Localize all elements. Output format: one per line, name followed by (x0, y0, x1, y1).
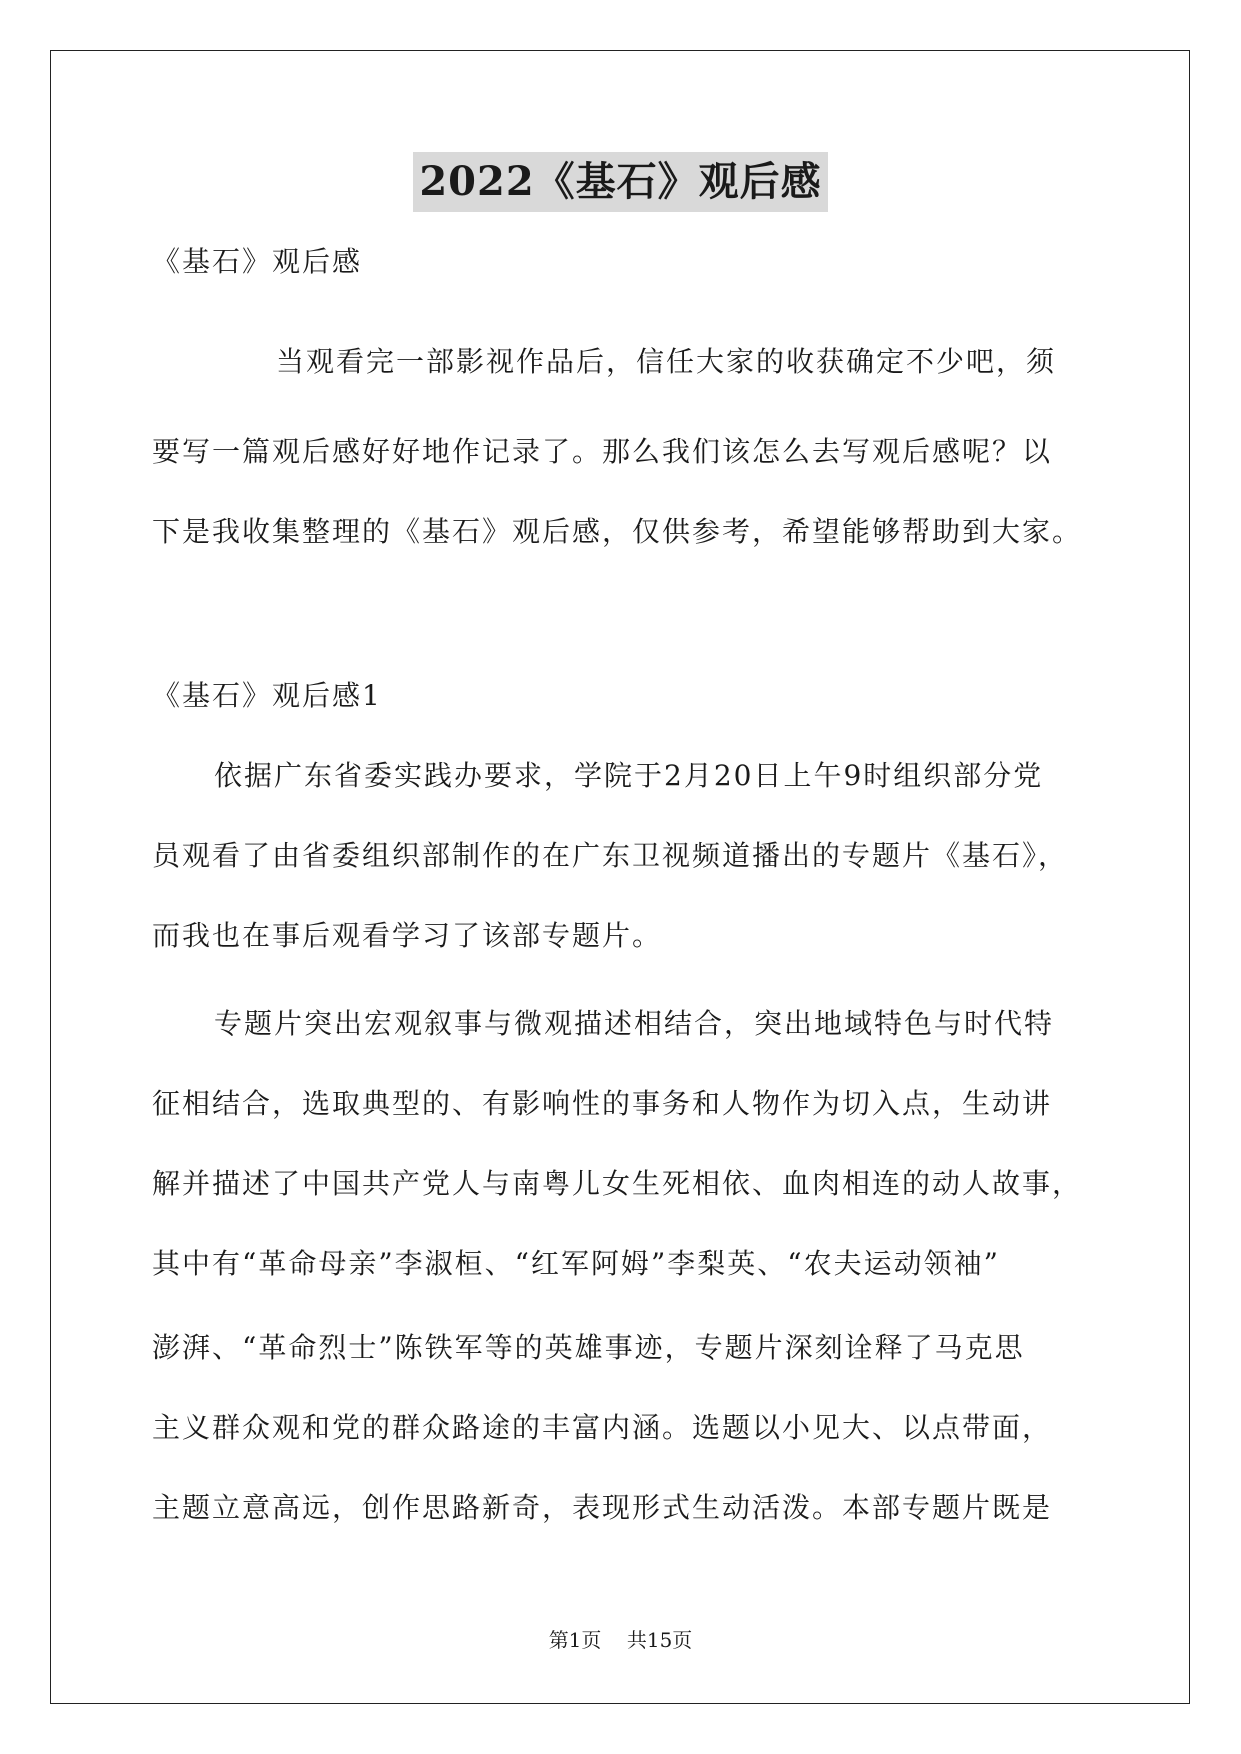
page-total: 共15页 (626, 1628, 693, 1652)
paragraph-line: 员观看了由省委组织部制作的在广东卫视频道播出的专题片《基石》， (152, 839, 1069, 872)
paragraph-line: 主题立意高远，创作思路新奇，表现形式生动活泼。本部专题片既是 (152, 1491, 1053, 1524)
page-footer (0, 1628, 1241, 1652)
paragraph-line: 主义群众观和党的群众路途的丰富内涵。选题以小见大、以点带面， (152, 1411, 1053, 1444)
subtitle-line: 《基石》观后感 (152, 245, 363, 278)
paragraph-line: 专题片突出宏观叙事与微观描述相结合，突出地域特色与时代特 (214, 1007, 1055, 1040)
paragraph-line: 其中有“革命母亲”李淑桓、“红军阿姆”李梨英、“农夫运动领袖” (152, 1247, 1000, 1280)
title-container (0, 152, 1241, 212)
document-title: 2022《基石》观后感 (413, 152, 827, 212)
paragraph-line: 下是我收集整理的《基石》观后感，仅供参考，希望能够帮助到大家。 (152, 515, 1083, 548)
paragraph-line: 而我也在事后观看学习了该部专题片。 (152, 919, 663, 952)
section-heading: 《基石》观后感1 (152, 679, 382, 712)
paragraph-line: 依据广东省委实践办要求，学院于2月20日上午9时组织部分党 (214, 759, 1044, 792)
paragraph-line: 当观看完一部影视作品后，信任大家的收获确定不少吧，须 (276, 345, 1057, 378)
page-border (50, 50, 1190, 1704)
paragraph-line: 征相结合，选取典型的、有影响性的事务和人物作为切入点，生动讲 (152, 1087, 1053, 1120)
paragraph-line: 澎湃、“革命烈士”陈铁军等的英雄事迹，专题片深刻诠释了马克思 (152, 1331, 1025, 1364)
paragraph-line: 解并描述了中国共产党人与南粤儿女生死相依、血肉相连的动人故事， (152, 1167, 1083, 1200)
paragraph-line: 要写一篇观后感好好地作记录了。那么我们该怎么去写观后感呢？以 (152, 435, 1053, 468)
page-number: 第1页 (548, 1628, 602, 1652)
